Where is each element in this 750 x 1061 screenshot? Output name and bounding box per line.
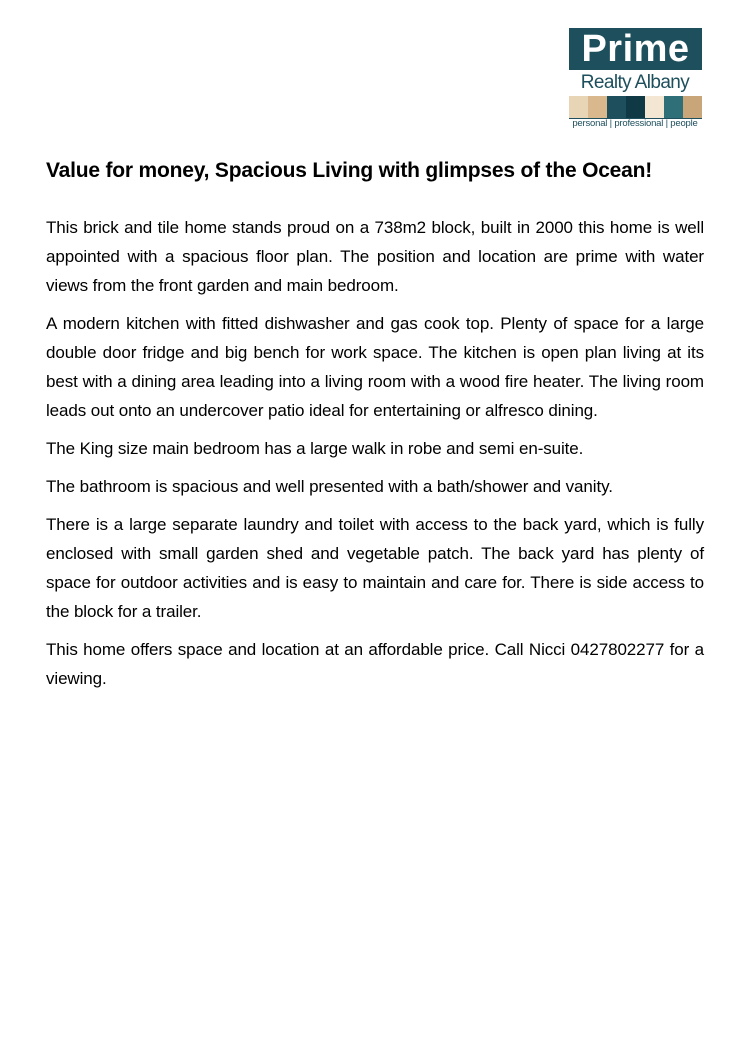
listing-paragraph: This brick and tile home stands proud on a 738m2 block, built in 2000 this home is well appointed with a spacious floor plan. The position and location are prime with water views from the front garden and main bedroom. (46, 218, 704, 295)
listing-title: Value for money, Spacious Living with glimpses of the Ocean! (46, 159, 653, 182)
logo-tagline: personal | professional | people (572, 118, 698, 129)
logo-swatch (569, 96, 588, 118)
logo-swatch (607, 96, 626, 118)
logo-subtitle: Realty Albany (580, 72, 690, 93)
listing-paragraph: This home offers space and location at an affordable price. Call Nicci 0427802277 for a viewing. (46, 640, 704, 688)
logo-color-swatches (569, 96, 702, 118)
logo-swatch (664, 96, 683, 118)
company-logo (566, 28, 704, 130)
listing-paragraph: There is a large separate laundry and toilet with access to the back yard, which is fully enclosed with small garden shed and vegetable patch. The back yard has plenty of space for outdoor activities and is easy to maintain and care for. There is side access to the block for a trailer. (46, 515, 704, 621)
logo-swatch (588, 96, 607, 118)
logo-swatch (626, 96, 645, 118)
logo-name: Prime (569, 28, 702, 70)
logo-swatch (683, 96, 702, 118)
listing-paragraph: The King size main bedroom has a large walk in robe and semi en-suite. (46, 439, 584, 458)
logo-swatch (645, 96, 664, 118)
listing-content (46, 156, 704, 702)
listing-paragraph: The bathroom is spacious and well presented with a bath/shower and vanity. (46, 477, 613, 496)
listing-paragraph: A modern kitchen with fitted dishwasher and gas cook top. Plenty of space for a large double door fridge and big bench for work space. The kitchen is open plan living at its best with a dining area leading into a living room with a wood fire heater. The living room leads out onto an undercover patio ideal for entertaining or alfresco dining. (46, 314, 704, 420)
